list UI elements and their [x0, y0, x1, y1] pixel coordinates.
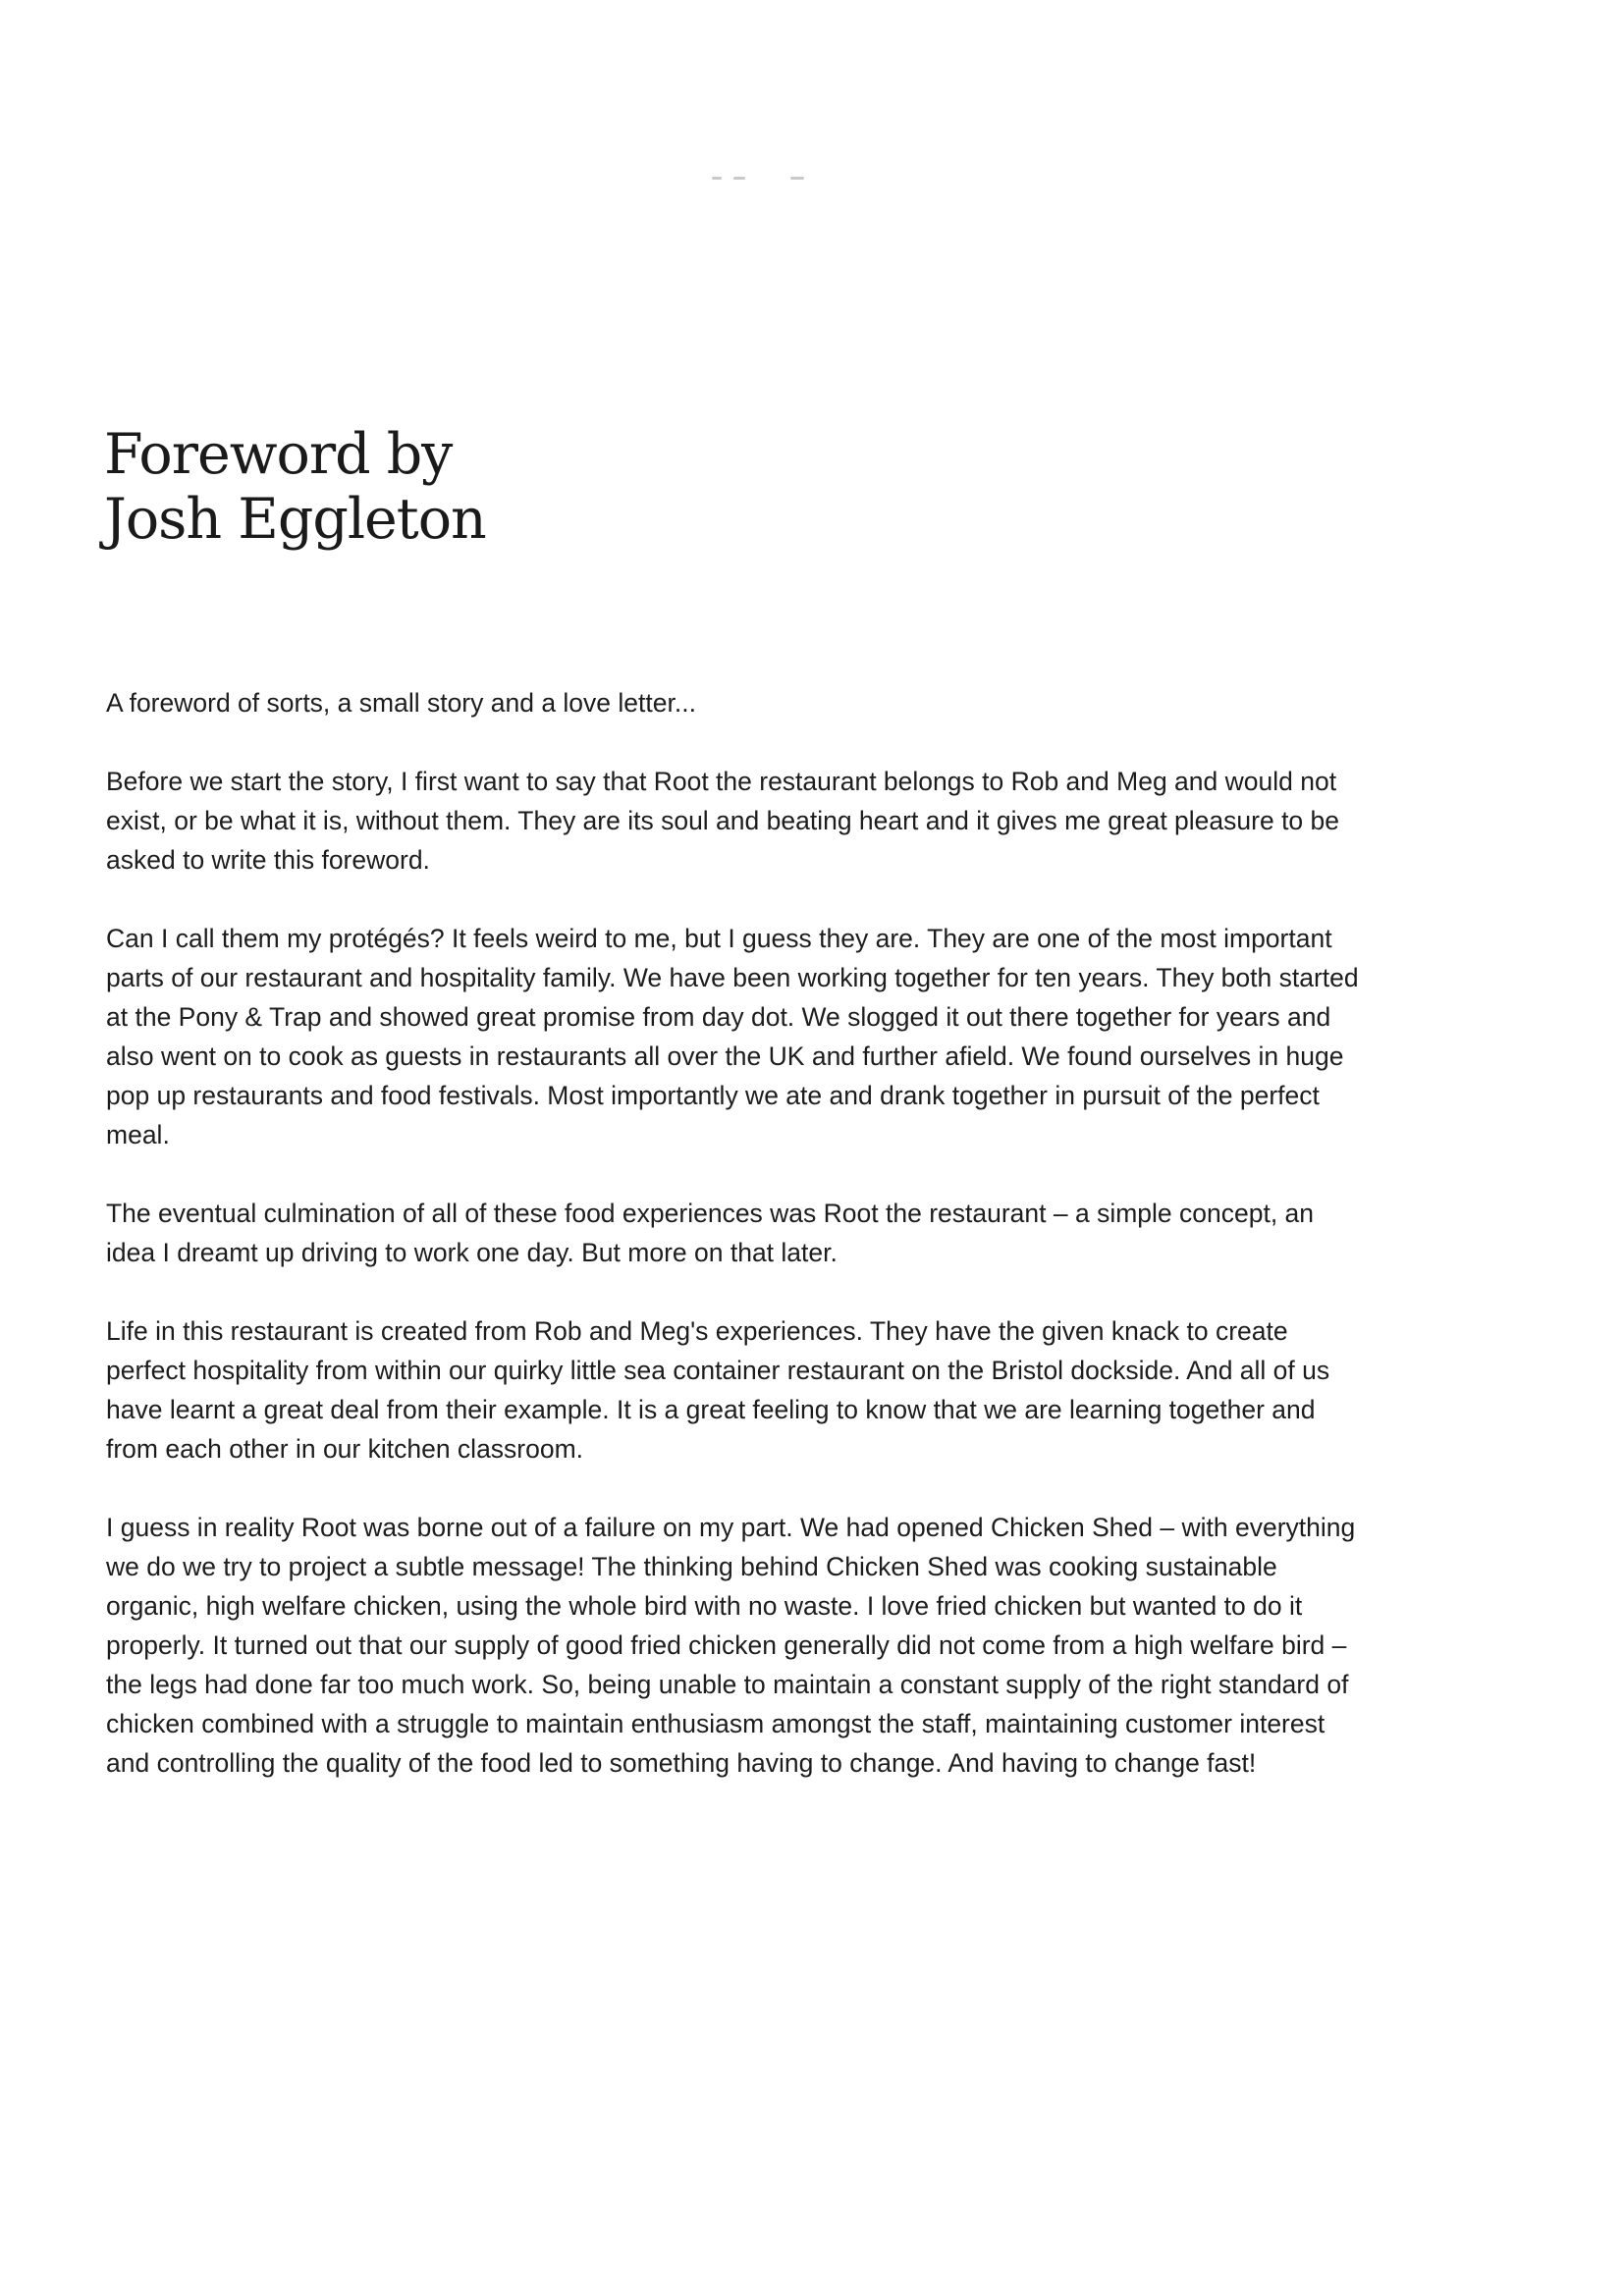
paragraph-intro: A foreword of sorts, a small story and a love letter... [106, 688, 696, 718]
header-mark-dash [712, 177, 722, 180]
header-mark-dash [790, 177, 804, 180]
header-mark-dash [733, 177, 745, 180]
paragraph-culmination: The eventual culmination of all of these food experiences was Root the restaurant – a simple concept, an idea I dreamt up driving to work one day. But more on that later. [106, 1199, 1315, 1267]
header-mark [712, 171, 810, 187]
paragraph-ownership: Before we start the story, I first want to say that Root the restaurant belongs to Rob and Meg and would not exist, or be what it is, without them. They are its soul and beating heart and it gives me great pleasure to be asked to write this foreword. [106, 767, 1340, 875]
page-title-line-1: Foreword by [104, 422, 453, 487]
paragraph-chicken-shed: I guess in reality Root was borne out of a failure on my part. We had opened Chicken Shed – with everything we do we try to project a subtle message! The thinking behind Chicken Shed was cooking sustainable organic, high welfare chicken, using the whole bird with no waste. I love fried chicken but wanted to do it properly. It turned out that our supply of good fried chicken generally did not come from a high welfare bird – the legs had done far too much work. So, being unable to maintain a constant supply of the right standard of chicken combined with a struggle to maintain enthusiasm amongst the staff, maintaining customer interest and controlling the quality of the food led to something having to change. And having to change fast! [106, 1513, 1356, 1778]
paragraph-proteges: Can I call them my protégés? It feels weird to me, but I guess they are. They are one of the most important parts of our restaurant and hospitality family. We have been working together for ten years. They both started at the Pony & Trap and showed great promise from day dot. We slogged it out there together for years and also went on to cook as guests in restaurants all over the UK and further afield. We found ourselves in huge pop up restaurants and food festivals. Most importantly we ate and drank together in pursuit of the perfect meal. [106, 924, 1359, 1149]
foreword-body [106, 683, 1363, 1783]
paragraph-life-in-restaurant: Life in this restaurant is created from Rob and Meg's experiences. They have the given knack to create perfect hospitality from within our quirky little sea container restaurant on the Bristol dockside. And all of us have learnt a great deal from their example. It is a great feeling to know that we are learning together and from each other in our kitchen classroom. [106, 1316, 1330, 1464]
page-title [104, 422, 486, 552]
page-title-line-2: Josh Eggleton [104, 487, 486, 552]
